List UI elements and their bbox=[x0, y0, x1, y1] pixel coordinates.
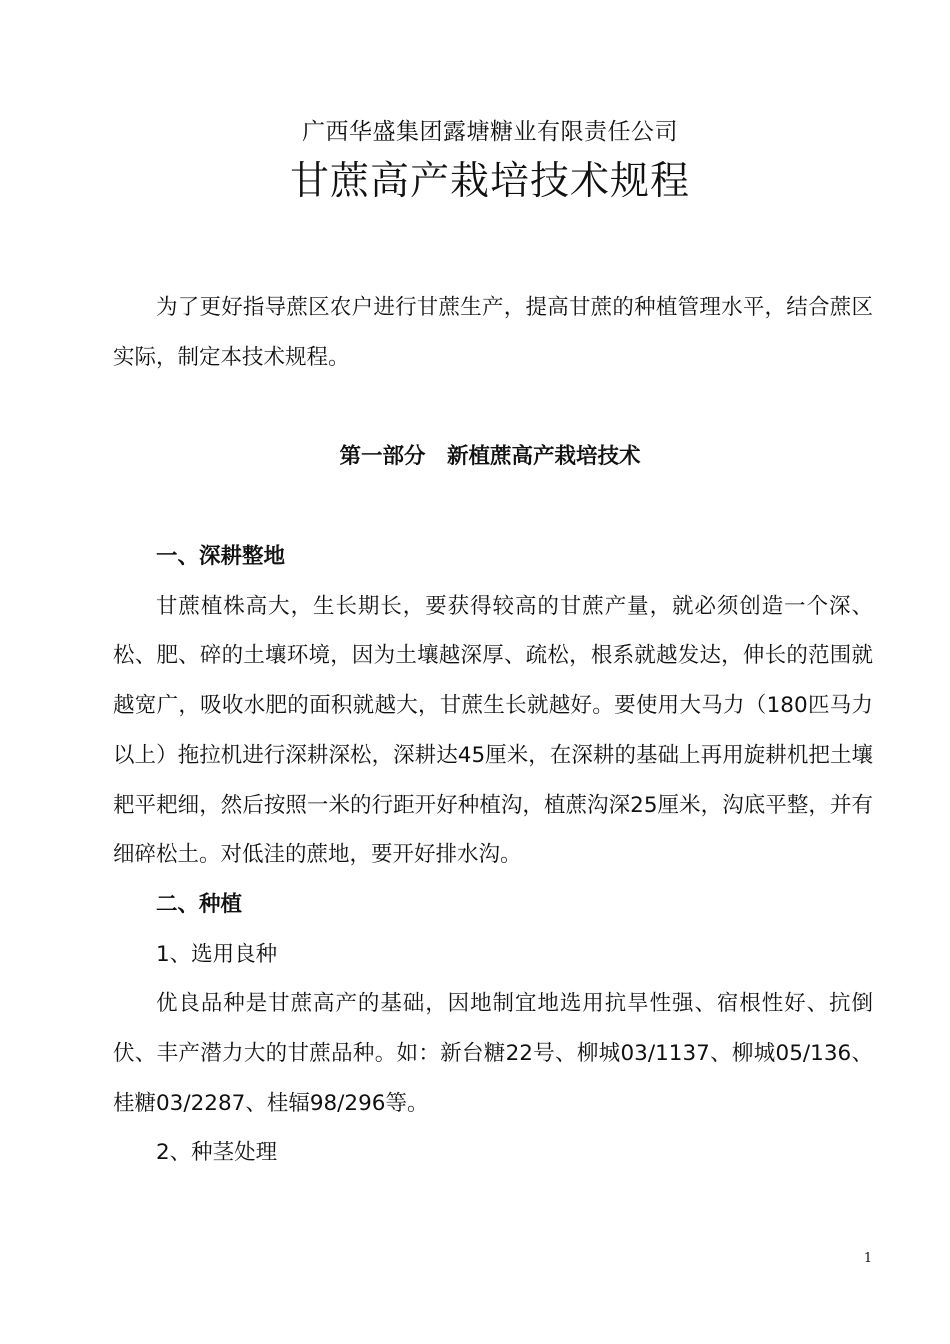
intro-block bbox=[113, 283, 873, 382]
section-heading-planting: 二、种植 bbox=[156, 891, 243, 917]
main-content bbox=[113, 532, 873, 1178]
page-number: 1 bbox=[863, 1251, 873, 1266]
subsection-heading-variety: 1、选用良种 bbox=[156, 941, 278, 967]
intro-paragraph: 为了更好指导蔗区农户进行甘蔗生产，提高甘蔗的种植管理水平，结合蔗区实际，制定本技术规程。 bbox=[113, 295, 873, 370]
section-heading-deep-tillage: 一、深耕整地 bbox=[156, 544, 286, 569]
subsection-paragraph-variety: 优良品种是甘蔗高产的基础，因地制宜地选用抗旱性强、宿根性好、抗倒伏、丰产潜力大的甘蔗品种。如：新台糖22号、柳城03/1137、柳城05/136、桂糖03/2287、桂辐98/296等。 bbox=[113, 991, 873, 1116]
company-name: 广西华盛集团露塘糖业有限责任公司 bbox=[302, 119, 678, 145]
part-heading: 第一部分 新植蔗高产栽培技术 bbox=[339, 444, 641, 469]
section-paragraph-deep-tillage: 甘蔗植株高大，生长期长，要获得较高的甘蔗产量，就必须创造一个深、松、肥、碎的土壤环境，因为土壤越深厚、疏松，根系就越发达，伸长的范围就越宽广，吸收水肥的面积就越大，甘蔗生长就越好。要使用大马力（180匹马力以上）拖拉机进行深耕深松，深耕达45厘米，在深耕的基础上再用旋耕机把土壤耙平耙细，然后按照一米的行距开好种植沟，植蔗沟深25厘米，沟底平整，并有细碎松土。对低洼的蔗地，要开好排水沟。 bbox=[113, 593, 873, 868]
subsection-heading-seed-treatment: 2、种茎处理 bbox=[156, 1140, 278, 1166]
document-title: 甘蔗高产栽培技术规程 bbox=[289, 159, 690, 204]
